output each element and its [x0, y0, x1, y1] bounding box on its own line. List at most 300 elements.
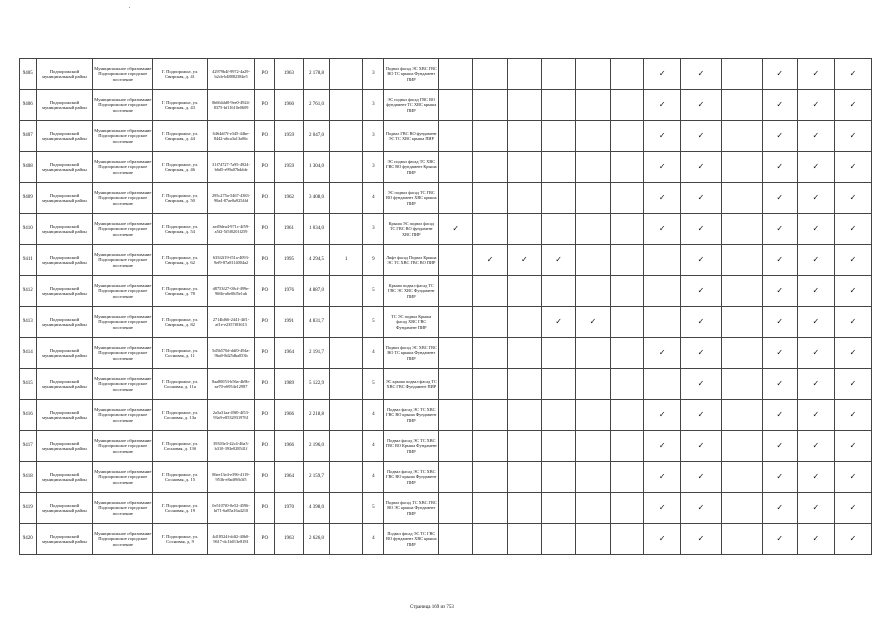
- floors-cell: 3: [363, 214, 384, 245]
- org-cell: РО: [255, 493, 275, 524]
- address-cell: Г. Подпорожье, ул. Свирская, д. 62: [153, 245, 207, 276]
- guid-cell: 295c275a-5467-4383-90a4-87ae0a9254fd: [207, 183, 255, 214]
- housing-register-table: [19, 58, 872, 555]
- empty-cell: [507, 400, 541, 431]
- checkmark-icon: ✓: [762, 338, 797, 369]
- works-cell: Подвал фасад ЭС ХВС ГВС ВО ТС крыша Фундамент ПИР: [384, 59, 439, 90]
- empty-cell: [507, 214, 541, 245]
- empty-cell: [507, 152, 541, 183]
- area-cell: 4 887,0: [303, 276, 330, 307]
- district-cell: Подпорожский муниципальный район: [36, 369, 93, 400]
- year-cell: 1966: [275, 400, 303, 431]
- empty-cell: [541, 183, 575, 214]
- works-cell: ЭС подвал фасад ГВС ВО фундамент ТС ХВС крыша ПИР: [384, 90, 439, 121]
- elevator-count-cell: [330, 307, 363, 338]
- address-cell: Г. Подпорожье, ул. Сосновая, д. 13а: [153, 400, 207, 431]
- guid-cell: 2714bf66-2441-4ff1-af1e-e2357f03613: [207, 307, 255, 338]
- address-cell: Г. Подпорожье, ул. Сосновая, д. 19: [153, 493, 207, 524]
- area-cell: 2 178,8: [303, 59, 330, 90]
- row-id: 9420: [20, 524, 37, 555]
- empty-cell: [576, 524, 610, 555]
- guid-cell: 2a5a31aa-49f0-4f53-93a9-e85329319761: [207, 400, 255, 431]
- empty-cell: [721, 369, 762, 400]
- municipality-cell: Муниципальное образование Подпорожское городское поселение: [93, 183, 153, 214]
- table-row: [20, 400, 872, 431]
- empty-cell: [473, 462, 507, 493]
- org-cell: РО: [255, 524, 275, 555]
- empty-cell: [541, 59, 575, 90]
- municipality-cell: Муниципальное образование Подпорожское городское поселение: [93, 307, 153, 338]
- empty-cell: [473, 524, 507, 555]
- address-cell: Г. Подпорожье, ул. Сосновая, д. 9: [153, 524, 207, 555]
- works-cell: Лифт фасад Подвал Крыша ЭС ТС ХВС ГВС ВО ПИР: [384, 245, 439, 276]
- checkmark-icon: ✓: [681, 524, 722, 555]
- district-cell: Подпорожский муниципальный район: [36, 338, 93, 369]
- checkmark-icon: ✓: [681, 493, 722, 524]
- table-row: [20, 431, 872, 462]
- checkmark-icon: ✓: [762, 183, 797, 214]
- district-cell: Подпорожский муниципальный район: [36, 90, 93, 121]
- year-cell: 1962: [275, 183, 303, 214]
- table-row: [20, 245, 872, 276]
- empty-cell: [541, 493, 575, 524]
- district-cell: Подпорожский муниципальный район: [36, 214, 93, 245]
- checkmark-icon: ✓: [644, 338, 681, 369]
- checkmark-icon: ✓: [681, 121, 722, 152]
- elevator-count-cell: [330, 121, 363, 152]
- empty-cell: [644, 276, 681, 307]
- checkmark-icon: ✓: [797, 121, 834, 152]
- address-cell: Г. Подпорожье, ул. Сосновая, д. 13б: [153, 431, 207, 462]
- empty-cell: [473, 369, 507, 400]
- checkmark-icon: ✓: [834, 90, 871, 121]
- checkmark-icon: ✓: [762, 59, 797, 90]
- row-id: 9414: [20, 338, 37, 369]
- guid-cell: 39303e3-42c4-46a3-b310-393e028541f: [207, 431, 255, 462]
- org-cell: РО: [255, 183, 275, 214]
- checkmark-icon: ✓: [681, 245, 722, 276]
- works-cell: Подвал ГВС ВО фундамент ЭС ТС ХВС крыша ПИР: [384, 121, 439, 152]
- district-cell: Подпорожский муниципальный район: [36, 59, 93, 90]
- empty-cell: [473, 307, 507, 338]
- empty-cell: [721, 59, 762, 90]
- guid-cell: 8aa80053-b56a-4b9b-ae70-e6954e12987: [207, 369, 255, 400]
- checkmark-icon: ✓: [834, 369, 871, 400]
- row-id: 9419: [20, 493, 37, 524]
- floors-cell: 9: [363, 245, 384, 276]
- district-cell: Подпорожский муниципальный район: [36, 121, 93, 152]
- checkmark-icon: ✓: [644, 152, 681, 183]
- empty-cell: [610, 276, 644, 307]
- area-cell: 4 398,0: [303, 493, 330, 524]
- empty-cell: [576, 121, 610, 152]
- guid-cell: 0e5107f0-0e52-4596-bf71-6a85a16a4210: [207, 493, 255, 524]
- empty-cell: [507, 462, 541, 493]
- checkmark-icon: ✓: [681, 214, 722, 245]
- works-cell: Подвал фасад ЭС ТС ХВС ГВС ВО Крыша Фундамент ПИР: [384, 431, 439, 462]
- checkmark-icon: ✓: [762, 90, 797, 121]
- table-row: [20, 369, 872, 400]
- guid-cell: 31f74727-7a95-4924-b6d5-e99a07bddde: [207, 152, 255, 183]
- empty-cell: [473, 338, 507, 369]
- empty-cell: [541, 152, 575, 183]
- checkmark-icon: ✓: [834, 400, 871, 431]
- org-cell: РО: [255, 276, 275, 307]
- floors-cell: 3: [363, 90, 384, 121]
- floors-cell: 5: [363, 307, 384, 338]
- district-cell: Подпорожский муниципальный район: [36, 524, 93, 555]
- municipality-cell: Муниципальное образование Подпорожское городское поселение: [93, 152, 153, 183]
- floors-cell: 4: [363, 462, 384, 493]
- checkmark-icon: ✓: [797, 276, 834, 307]
- area-cell: 2 047,0: [303, 121, 330, 152]
- empty-cell: [507, 90, 541, 121]
- checkmark-icon: ✓: [681, 400, 722, 431]
- checkmark-icon: ✓: [797, 90, 834, 121]
- empty-cell: [610, 152, 644, 183]
- empty-cell: [576, 431, 610, 462]
- works-cell: Подвал фасад ЭС ТС ХВС ГВС ВО крыша Фундамент ПИР: [384, 400, 439, 431]
- empty-cell: [507, 369, 541, 400]
- checkmark-icon: ✓: [681, 152, 722, 183]
- guid-cell: 86ee13e4-e396-4119-953b-e8adf9fb3f5: [207, 462, 255, 493]
- row-id: 9409: [20, 183, 37, 214]
- works-cell: Крыша ЭС подвал фасад ТС ГВС ВО фундамент ХВС ПИР: [384, 214, 439, 245]
- checkmark-icon: ✓: [439, 214, 473, 245]
- year-cell: 1963: [275, 524, 303, 555]
- district-cell: Подпорожский муниципальный район: [36, 245, 93, 276]
- empty-cell: [721, 524, 762, 555]
- table-row: [20, 214, 872, 245]
- checkmark-icon: ✓: [834, 152, 871, 183]
- checkmark-icon: ✓: [681, 90, 722, 121]
- address-cell: Г. Подпорожье, ул. Свирская, д. 54: [153, 214, 207, 245]
- floors-cell: 3: [363, 152, 384, 183]
- empty-cell: [644, 307, 681, 338]
- floors-cell: 4: [363, 338, 384, 369]
- area-cell: 2 626,0: [303, 524, 330, 555]
- municipality-cell: Муниципальное образование Подпорожское городское поселение: [93, 59, 153, 90]
- empty-cell: [439, 462, 473, 493]
- municipality-cell: Муниципальное образование Подпорожское городское поселение: [93, 121, 153, 152]
- table-row: [20, 183, 872, 214]
- empty-cell: [473, 152, 507, 183]
- row-id: 9407: [20, 121, 37, 152]
- elevator-count-cell: [330, 59, 363, 90]
- empty-cell: [541, 431, 575, 462]
- org-cell: РО: [255, 152, 275, 183]
- municipality-cell: Муниципальное образование Подпорожское городское поселение: [93, 431, 153, 462]
- checkmark-icon: ✓: [797, 462, 834, 493]
- checkmark-icon: ✓: [797, 369, 834, 400]
- row-id: 9410: [20, 214, 37, 245]
- district-cell: Подпорожский муниципальный район: [36, 431, 93, 462]
- checkmark-icon: ✓: [762, 493, 797, 524]
- table-row: [20, 493, 872, 524]
- area-cell: 2 159,7: [303, 462, 330, 493]
- empty-cell: [721, 307, 762, 338]
- checkmark-icon: ✓: [834, 307, 871, 338]
- empty-cell: [721, 431, 762, 462]
- table-row: [20, 276, 872, 307]
- municipality-cell: Муниципальное образование Подпорожское городское поселение: [93, 245, 153, 276]
- empty-cell: [610, 245, 644, 276]
- elevator-count-cell: [330, 524, 363, 555]
- page-number: Страница 169 из 753: [410, 605, 454, 610]
- works-cell: Подвал фасад ЭС ХВС ГВС ВО ТС крыша Фундамент ПИР: [384, 338, 439, 369]
- empty-cell: [721, 462, 762, 493]
- table-row: [20, 524, 872, 555]
- empty-cell: [610, 90, 644, 121]
- table-row: [20, 338, 872, 369]
- checkmark-icon: ✓: [762, 369, 797, 400]
- empty-cell: [473, 59, 507, 90]
- checkmark-icon: ✓: [834, 276, 871, 307]
- checkmark-icon: ✓: [644, 59, 681, 90]
- empty-cell: [610, 524, 644, 555]
- empty-cell: [541, 276, 575, 307]
- elevator-count-cell: [330, 90, 363, 121]
- checkmark-icon: ✓: [762, 462, 797, 493]
- empty-cell: [541, 400, 575, 431]
- empty-cell: [576, 369, 610, 400]
- empty-cell: [576, 338, 610, 369]
- table-body: [20, 59, 872, 555]
- empty-cell: [721, 214, 762, 245]
- district-cell: Подпорожский муниципальный район: [36, 493, 93, 524]
- checkmark-icon: ✓: [762, 245, 797, 276]
- year-cell: 1960: [275, 90, 303, 121]
- elevator-count-cell: 1: [330, 245, 363, 276]
- checkmark-icon: ✓: [644, 214, 681, 245]
- empty-cell: [610, 338, 644, 369]
- checkmark-icon: ✓: [797, 214, 834, 245]
- empty-cell: [576, 493, 610, 524]
- works-cell: ЭС крыша подвал фасад ТС ХВС ГВС Фундамент ПИР: [384, 369, 439, 400]
- empty-cell: [473, 400, 507, 431]
- empty-cell: [439, 245, 473, 276]
- year-cell: 1970: [275, 493, 303, 524]
- empty-cell: [439, 90, 473, 121]
- guid-cell: ae49dea4-971c-4f59-a5f2-5f5f0201f259: [207, 214, 255, 245]
- checkmark-icon: ✓: [644, 462, 681, 493]
- year-cell: 1966: [275, 431, 303, 462]
- address-cell: Г. Подпорожье, ул. Свирская, д. 46: [153, 152, 207, 183]
- checkmark-icon: ✓: [797, 338, 834, 369]
- municipality-cell: Муниципальное образование Подпорожское городское поселение: [93, 462, 153, 493]
- empty-cell: [473, 121, 507, 152]
- empty-cell: [576, 245, 610, 276]
- address-cell: Г. Подпорожье, ул. Свирская, д. 41: [153, 59, 207, 90]
- year-cell: 1989: [275, 369, 303, 400]
- org-cell: РО: [255, 214, 275, 245]
- empty-cell: [541, 214, 575, 245]
- empty-cell: [541, 462, 575, 493]
- year-cell: 1964: [275, 462, 303, 493]
- table-row: [20, 462, 872, 493]
- floors-cell: 3: [363, 121, 384, 152]
- checkmark-icon: ✓: [541, 307, 575, 338]
- checkmark-icon: ✓: [576, 307, 610, 338]
- empty-cell: [541, 369, 575, 400]
- empty-cell: [439, 400, 473, 431]
- empty-cell: [439, 369, 473, 400]
- checkmark-icon: ✓: [644, 183, 681, 214]
- org-cell: РО: [255, 307, 275, 338]
- row-id: 9418: [20, 462, 37, 493]
- empty-cell: [576, 400, 610, 431]
- elevator-count-cell: [330, 276, 363, 307]
- works-cell: Крыша подвал фасад ТС ГВС ЭС ХВС Фундамент ПИР: [384, 276, 439, 307]
- checkmark-icon: ✓: [681, 338, 722, 369]
- elevator-count-cell: [330, 183, 363, 214]
- checkmark-icon: ✓: [797, 245, 834, 276]
- year-cell: 1995: [275, 245, 303, 276]
- district-cell: Подпорожский муниципальный район: [36, 400, 93, 431]
- guid-cell: 4d18524f-ddf2-40b0-9617-dc1b013e8181: [207, 524, 255, 555]
- area-cell: 1 304,0: [303, 152, 330, 183]
- elevator-count-cell: [330, 400, 363, 431]
- empty-cell: [439, 493, 473, 524]
- area-cell: 2 761,0: [303, 90, 330, 121]
- elevator-count-cell: [330, 431, 363, 462]
- floors-cell: 4: [363, 431, 384, 462]
- floors-cell: 5: [363, 276, 384, 307]
- empty-cell: [610, 369, 644, 400]
- empty-cell: [576, 276, 610, 307]
- checkmark-icon: ✓: [762, 214, 797, 245]
- empty-cell: [610, 431, 644, 462]
- empty-cell: [507, 307, 541, 338]
- checkmark-icon: ✓: [834, 214, 871, 245]
- works-cell: Подвал фасад ТС ХВС ГВС ВО ЭС крыша Фундамент ПИР: [384, 493, 439, 524]
- year-cell: 1976: [275, 276, 303, 307]
- elevator-count-cell: [330, 214, 363, 245]
- year-cell: 1964: [275, 338, 303, 369]
- empty-cell: [721, 121, 762, 152]
- floors-cell: 5: [363, 369, 384, 400]
- empty-cell: [541, 524, 575, 555]
- checkmark-icon: ✓: [834, 338, 871, 369]
- area-cell: 3 408,0: [303, 183, 330, 214]
- row-id: 9405: [20, 59, 37, 90]
- empty-cell: [439, 338, 473, 369]
- table-row: [20, 59, 872, 90]
- year-cell: 1991: [275, 307, 303, 338]
- table-row: [20, 121, 872, 152]
- checkmark-icon: ✓: [834, 524, 871, 555]
- empty-cell: [473, 276, 507, 307]
- checkmark-icon: ✓: [762, 524, 797, 555]
- guid-cell: d8753f27-00cf-499e-966b-a6e06f5e1ab: [207, 276, 255, 307]
- empty-cell: [721, 493, 762, 524]
- checkmark-icon: ✓: [681, 59, 722, 90]
- row-id: 9417: [20, 431, 37, 462]
- empty-cell: [541, 338, 575, 369]
- checkmark-icon: ✓: [644, 524, 681, 555]
- area-cell: 2 218,8: [303, 400, 330, 431]
- floors-cell: 5: [363, 493, 384, 524]
- checkmark-icon: ✓: [644, 400, 681, 431]
- row-id: 9413: [20, 307, 37, 338]
- municipality-cell: Муниципальное образование Подпорожское городское поселение: [93, 276, 153, 307]
- floors-cell: 4: [363, 183, 384, 214]
- elevator-count-cell: [330, 493, 363, 524]
- empty-cell: [473, 183, 507, 214]
- guid-cell: 635f2f19-f51a-4093-9ef9-87a8114004a2: [207, 245, 255, 276]
- checkmark-icon: ✓: [507, 245, 541, 276]
- empty-cell: [473, 90, 507, 121]
- checkmark-icon: ✓: [762, 400, 797, 431]
- empty-cell: [610, 462, 644, 493]
- empty-cell: [721, 245, 762, 276]
- district-cell: Подпорожский муниципальный район: [36, 152, 93, 183]
- checkmark-icon: ✓: [834, 59, 871, 90]
- checkmark-icon: ✓: [473, 245, 507, 276]
- checkmark-icon: ✓: [797, 493, 834, 524]
- checkmark-icon: ✓: [834, 462, 871, 493]
- empty-cell: [439, 307, 473, 338]
- guid-cell: 6464df7f-e345-44be-8442-a6ca3a13a06c: [207, 121, 255, 152]
- checkmark-icon: ✓: [762, 431, 797, 462]
- empty-cell: [507, 338, 541, 369]
- checkmark-icon: ✓: [797, 400, 834, 431]
- empty-cell: [610, 493, 644, 524]
- checkmark-icon: ✓: [834, 431, 871, 462]
- address-cell: Г. Подпорожье, ул. Сосновая, д. 11а: [153, 369, 207, 400]
- table-row: [20, 152, 872, 183]
- empty-cell: [473, 431, 507, 462]
- org-cell: РО: [255, 462, 275, 493]
- row-id: 9408: [20, 152, 37, 183]
- org-cell: РО: [255, 245, 275, 276]
- year-cell: 1959: [275, 152, 303, 183]
- checkmark-icon: ✓: [834, 183, 871, 214]
- checkmark-icon: ✓: [762, 121, 797, 152]
- area-cell: 4 294,5: [303, 245, 330, 276]
- empty-cell: [507, 493, 541, 524]
- district-cell: Подпорожский муниципальный район: [36, 307, 93, 338]
- area-cell: 1 034,0: [303, 214, 330, 245]
- address-cell: Г. Подпорожье, ул. Свирская, д. 44: [153, 121, 207, 152]
- checkmark-icon: ✓: [644, 493, 681, 524]
- row-id: 9415: [20, 369, 37, 400]
- empty-cell: [439, 121, 473, 152]
- address-cell: Г. Подпорожье, ул. Свирская, д. 78: [153, 276, 207, 307]
- scan-speck: [129, 7, 130, 8]
- empty-cell: [721, 183, 762, 214]
- municipality-cell: Муниципальное образование Подпорожское городское поселение: [93, 400, 153, 431]
- org-cell: РО: [255, 338, 275, 369]
- checkmark-icon: ✓: [797, 152, 834, 183]
- address-cell: Г. Подпорожье, ул. Сосновая, д. 11: [153, 338, 207, 369]
- checkmark-icon: ✓: [681, 307, 722, 338]
- area-cell: 2 191,7: [303, 338, 330, 369]
- municipality-cell: Муниципальное образование Подпорожское городское поселение: [93, 90, 153, 121]
- checkmark-icon: ✓: [797, 307, 834, 338]
- checkmark-icon: ✓: [762, 276, 797, 307]
- row-id: 9412: [20, 276, 37, 307]
- empty-cell: [541, 121, 575, 152]
- district-cell: Подпорожский муниципальный район: [36, 276, 93, 307]
- checkmark-icon: ✓: [681, 369, 722, 400]
- empty-cell: [610, 59, 644, 90]
- org-cell: РО: [255, 400, 275, 431]
- year-cell: 1963: [275, 59, 303, 90]
- elevator-count-cell: [330, 369, 363, 400]
- table-row: [20, 307, 872, 338]
- floors-cell: 3: [363, 59, 384, 90]
